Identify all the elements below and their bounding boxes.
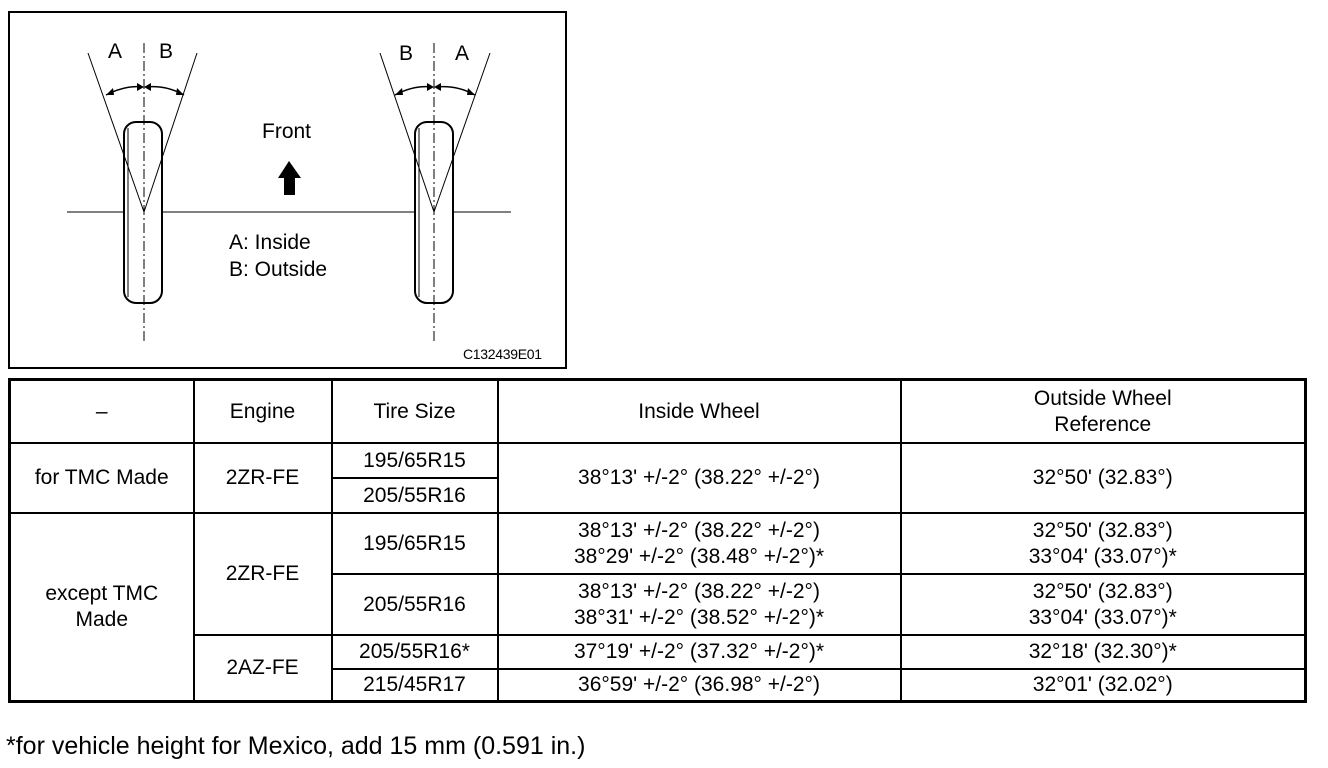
inside-cell — [498, 513, 901, 574]
group-except-line2: Made — [75, 608, 129, 631]
right-label-b: B — [399, 42, 414, 65]
header-inside-wheel: Inside Wheel — [498, 380, 901, 444]
front-label: Front — [262, 120, 312, 143]
header-outside-line1: Outside Wheel — [1033, 386, 1172, 410]
engine-cell: 2ZR-FE — [194, 513, 332, 635]
wheel-diagram-drawing — [10, 13, 565, 367]
outside-value-mexico: 33°04' (33.07°)* — [1028, 605, 1177, 629]
inside-cell: 36°59' +/-2° (36.98° +/-2°) — [498, 669, 901, 702]
outside-value-mexico: 33°04' (33.07°)* — [1028, 544, 1177, 568]
tire-cell: 195/65R15 — [332, 513, 498, 574]
inside-value-mexico: 38°29' +/-2° (38.48° +/-2°)* — [573, 544, 825, 568]
tire-cell: 195/65R15 — [332, 443, 498, 478]
group-except-line1: except TMC — [45, 582, 159, 605]
table-row — [10, 443, 1306, 478]
inside-cell: 38°13' +/-2° (38.22° +/-2°) — [498, 443, 901, 513]
left-label-a: A — [108, 40, 123, 63]
legend-outside: B: Outside — [229, 258, 328, 281]
header-outside-wheel — [901, 380, 1306, 444]
table-row — [10, 635, 1306, 669]
group-except-tmc-made — [10, 513, 194, 702]
legend-inside: A: Inside — [229, 231, 311, 254]
left-label-b: B — [159, 40, 174, 63]
outside-value: 32°50' (32.83°) — [1032, 518, 1173, 542]
inside-value-mexico: 38°31' +/-2° (38.52° +/-2°)* — [573, 605, 825, 629]
header-outside-line2: Reference — [1054, 412, 1152, 436]
left-wheel — [124, 122, 162, 303]
outside-cell: 32°50' (32.83°) — [901, 443, 1306, 513]
steering-angle-table — [8, 378, 1307, 703]
wheel-angle-diagram — [8, 11, 567, 369]
engine-cell: 2ZR-FE — [194, 443, 332, 513]
engine-cell: 2AZ-FE — [194, 635, 332, 702]
tire-cell: 205/55R16* — [332, 635, 498, 669]
outside-value: 32°50' (32.83°) — [1032, 579, 1173, 603]
group-tmc-made: for TMC Made — [10, 443, 194, 513]
header-tire-size: Tire Size — [332, 380, 498, 444]
outside-cell — [901, 574, 1306, 635]
tire-cell: 205/55R16 — [332, 574, 498, 635]
footnote: *for vehicle height for Mexico, add 15 mm (0.591 in.) — [6, 732, 586, 760]
table-row — [10, 513, 1306, 574]
right-label-a: A — [455, 42, 470, 65]
outside-cell: 32°18' (32.30°)* — [901, 635, 1306, 669]
inside-cell — [498, 574, 901, 635]
tire-cell: 205/55R16 — [332, 478, 498, 513]
tire-cell: 215/45R17 — [332, 669, 498, 702]
front-arrow-icon — [278, 161, 301, 195]
header-engine: Engine — [194, 380, 332, 444]
inside-value: 38°13' +/-2° (38.22° +/-2°) — [578, 518, 820, 542]
table-header-row — [10, 380, 1306, 444]
outside-cell: 32°01' (32.02°) — [901, 669, 1306, 702]
inside-value: 38°13' +/-2° (38.22° +/-2°) — [578, 579, 820, 603]
inside-cell: 37°19' +/-2° (37.32° +/-2°)* — [498, 635, 901, 669]
header-dash: – — [10, 380, 194, 444]
figure-code: C132439E01 — [463, 346, 542, 362]
outside-cell — [901, 513, 1306, 574]
